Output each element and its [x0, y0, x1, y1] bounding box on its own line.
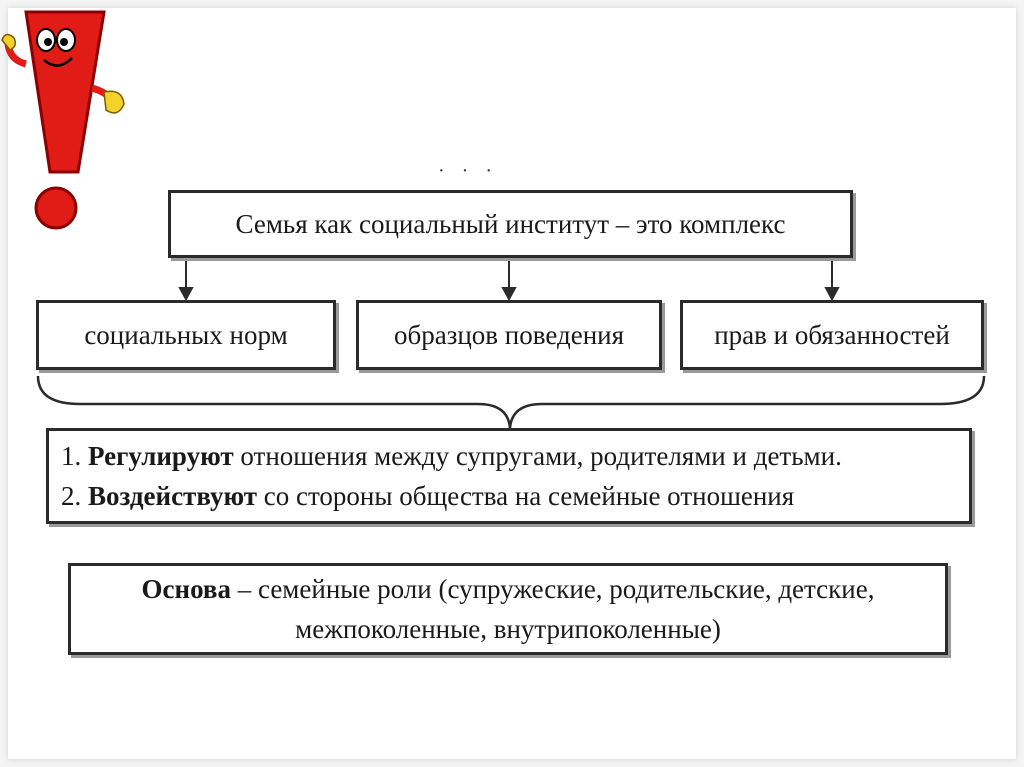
complex-label: Семья как социальный институт – это комплекс	[235, 208, 786, 239]
function-line-1: 1. Регулируют отношения между супругами, родителями и детьми.	[61, 441, 842, 471]
social-norms-box	[36, 300, 336, 370]
rights-duties-label: прав и обязанностей	[714, 319, 950, 350]
basis-line-1	[142, 569, 875, 609]
complex-box	[168, 190, 853, 258]
basis-box	[68, 563, 948, 655]
functions-box	[46, 428, 972, 524]
basis-line-2: межпоколенные, внутрипоколенные)	[295, 614, 721, 644]
function-1-keyword: Регулируют	[88, 441, 234, 471]
basis-text-1: – семейные роли (супружеские, родительские, детские,	[237, 574, 875, 604]
social-norms-label: социальных норм	[84, 319, 288, 350]
function-2-keyword: Воздействуют	[88, 481, 258, 511]
grouping-brace	[38, 376, 984, 428]
behavior-patterns-label: образцов поведения	[393, 319, 625, 350]
function-1-text: отношения между супругами, родителями и детьми.	[240, 441, 842, 471]
title-dots: · · ·	[438, 160, 498, 182]
behavior-patterns-box	[356, 300, 662, 370]
function-line-2: 2. Воздействуют со стороны общества на семейные отношения	[61, 481, 795, 511]
basis-keyword: Основа	[141, 574, 231, 604]
function-2-text: со стороны общества на семейные отношения	[263, 481, 795, 511]
rights-duties-box	[680, 300, 984, 370]
